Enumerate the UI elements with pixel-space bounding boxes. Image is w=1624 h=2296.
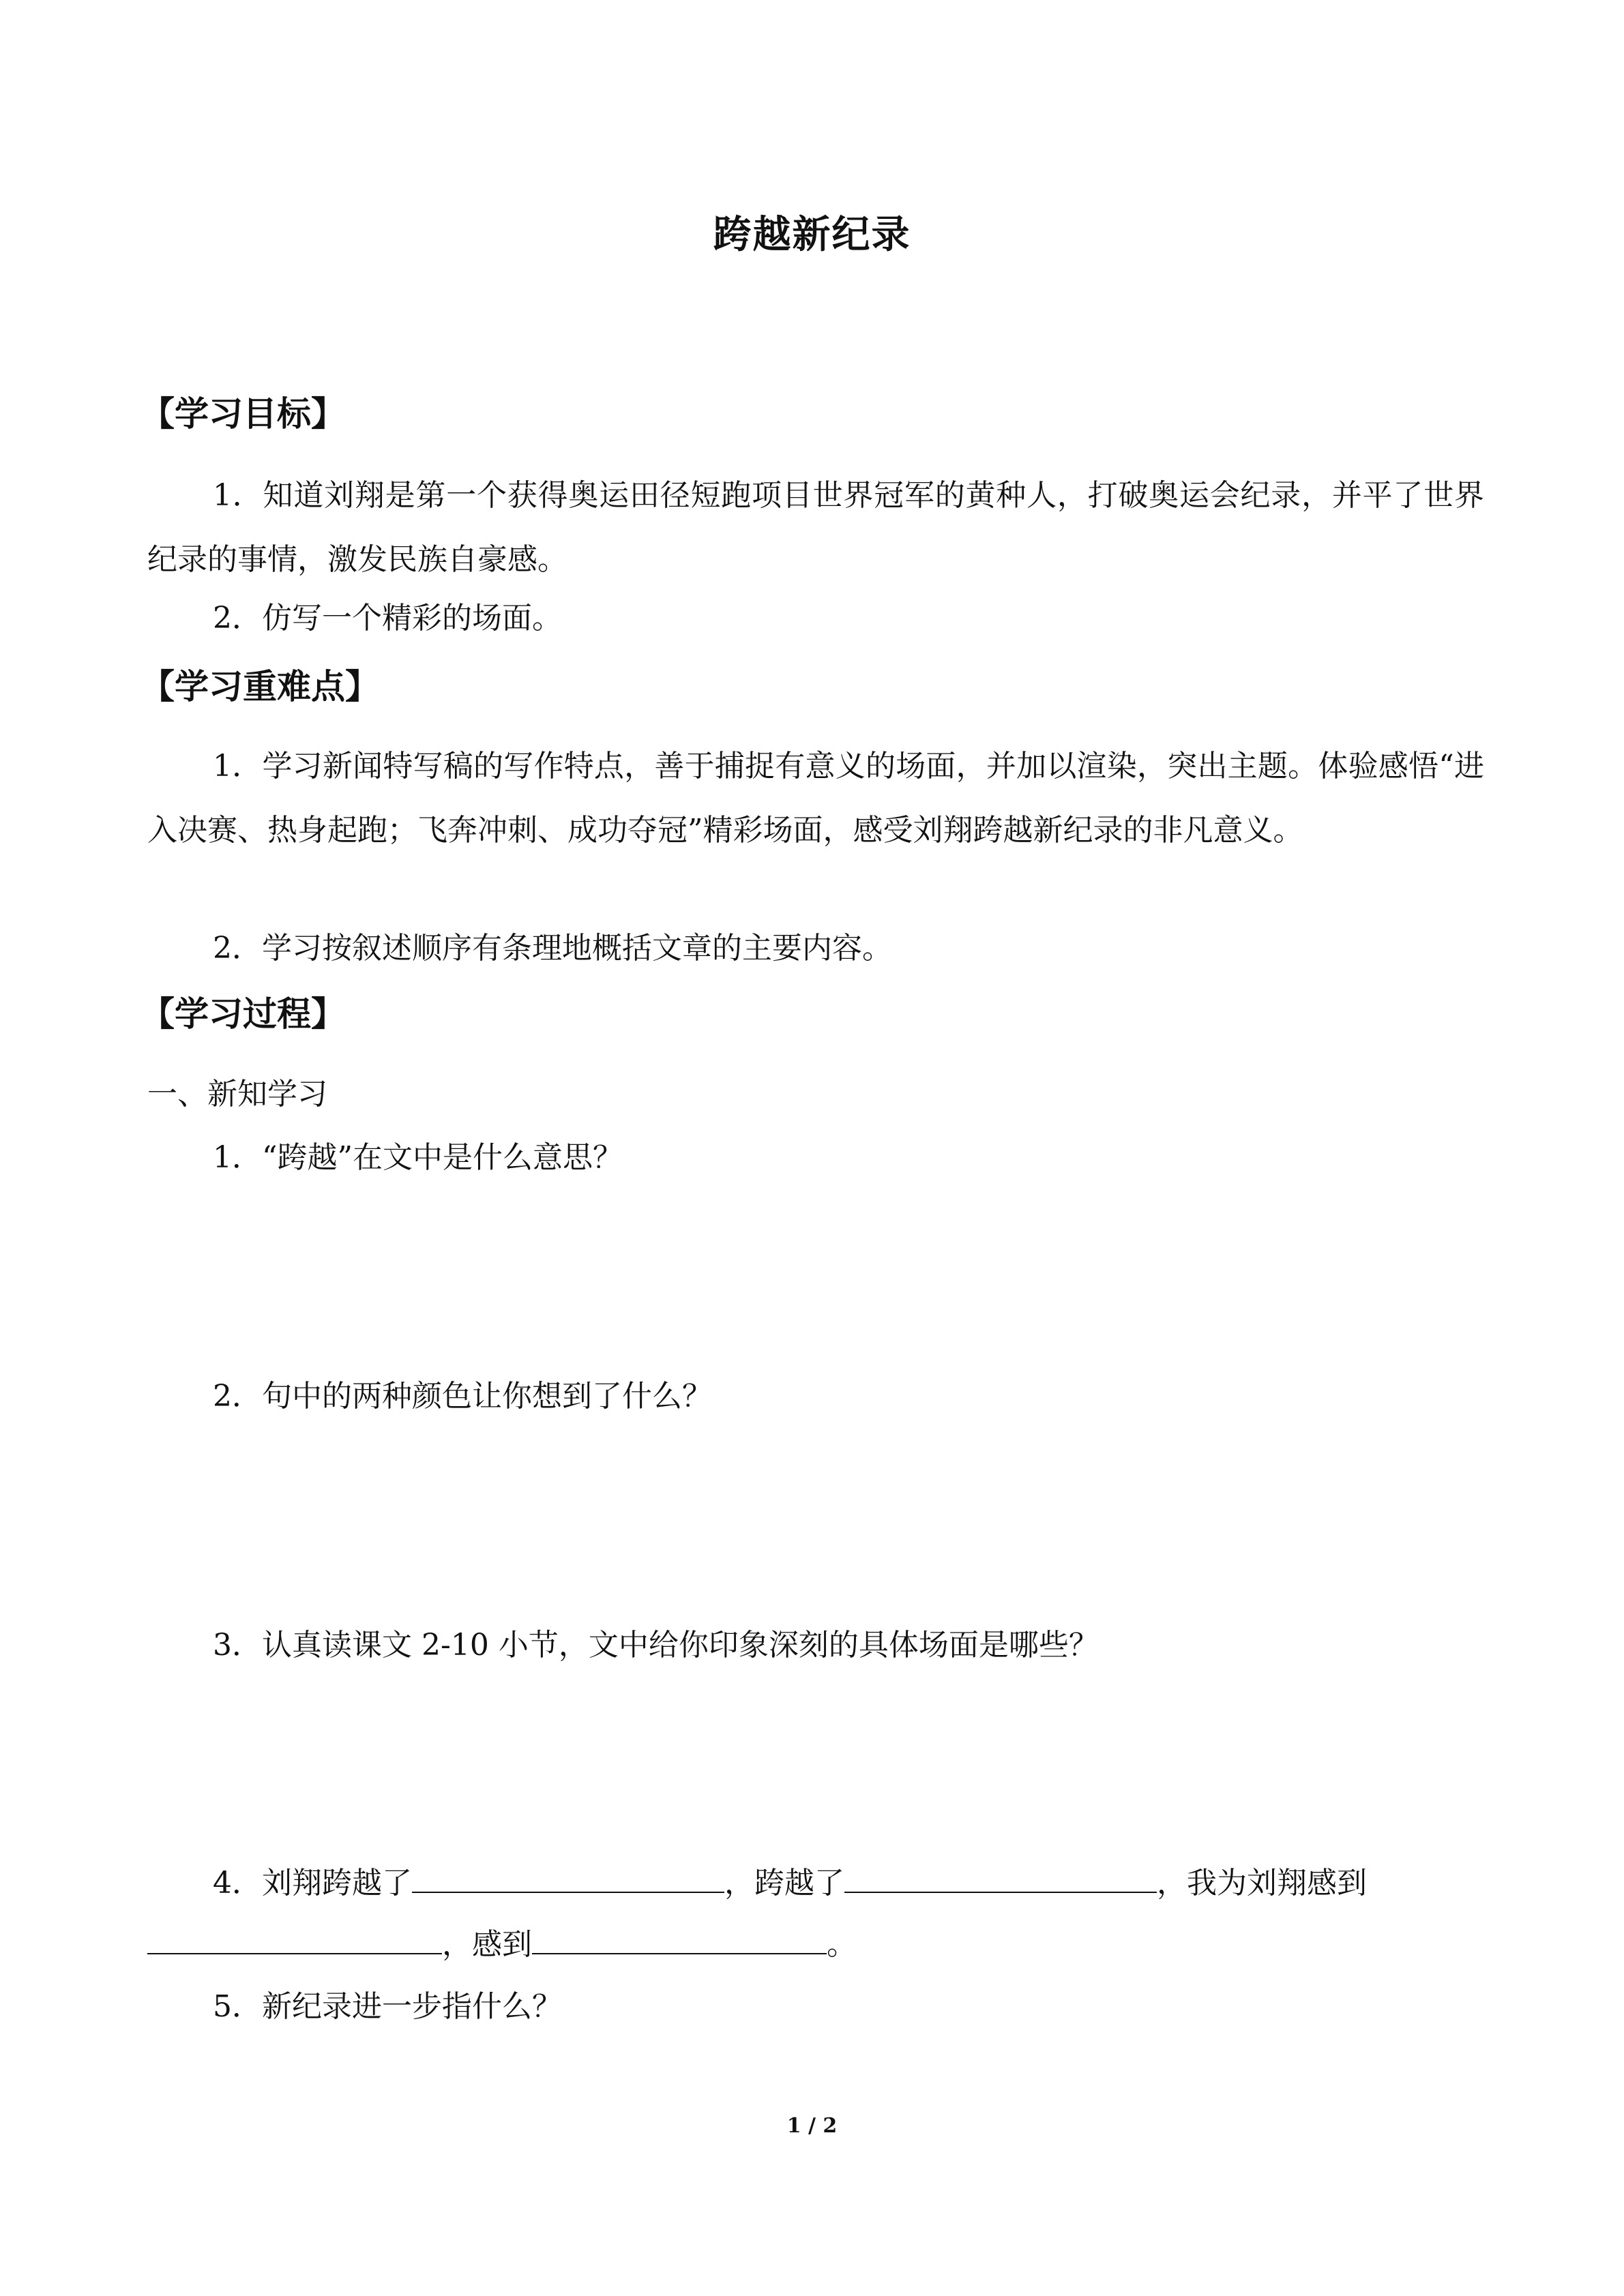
heading-key-points: 【学习重难点】 [141, 667, 379, 706]
page-number: 1 / 2 [786, 2114, 838, 2138]
fill-blank-3[interactable] [147, 1922, 442, 1954]
goal-item-2: 2．仿写一个精彩的场面。 [213, 601, 562, 636]
page-title: 跨越新纪录 [713, 213, 911, 257]
question-2: 2．句中的两种颜色让你想到了什么？ [213, 1379, 712, 1414]
question-3: 3．认真读课文 2-10 小节，文中给你印象深刻的具体场面是哪些？ [213, 1628, 1099, 1663]
question-4-text-5: 。 [827, 1927, 857, 1962]
question-4-text-2: ，跨越了 [724, 1866, 844, 1900]
heading-learning-process: 【学习过程】 [141, 994, 345, 1034]
question-1: 1．“跨越”在文中是什么意思？ [213, 1140, 623, 1175]
question-4-text-4: ，感到 [442, 1927, 532, 1962]
question-4-line-2 [147, 1922, 857, 1967]
heading-learning-goals: 【学习目标】 [141, 394, 345, 434]
question-4-line-1 [213, 1860, 1367, 1906]
goal-item-1: 1．知道刘翔是第一个获得奥运田径短跑项目世界冠军的黄种人，打破奥运会纪录，并平了世界纪录的事情，激发民族自豪感。 [147, 478, 1484, 577]
keypoint-item-1: 1．学习新闻特写稿的写作特点，善于捕捉有意义的场面，并加以渲染，突出主题。体验感悟“进入决赛、热身起跑；飞奔冲刺、成功夺冠”精彩场面，感受刘翔跨越新纪录的非凡意义。 [147, 749, 1484, 848]
keypoint-item-2: 2．学习按叙述顺序有条理地概括文章的主要内容。 [213, 931, 892, 966]
fill-blank-1[interactable] [412, 1860, 724, 1893]
question-4-text-1: 4．刘翔跨越了 [213, 1866, 412, 1900]
fill-blank-4[interactable] [532, 1922, 827, 1954]
subheading-new-knowledge: 一、新知学习 [147, 1077, 327, 1112]
fill-blank-2[interactable] [844, 1860, 1157, 1893]
question-4-text-3: ，我为刘翔感到 [1157, 1866, 1367, 1900]
question-5: 5．新纪录进一步指什么？ [213, 1989, 562, 2024]
